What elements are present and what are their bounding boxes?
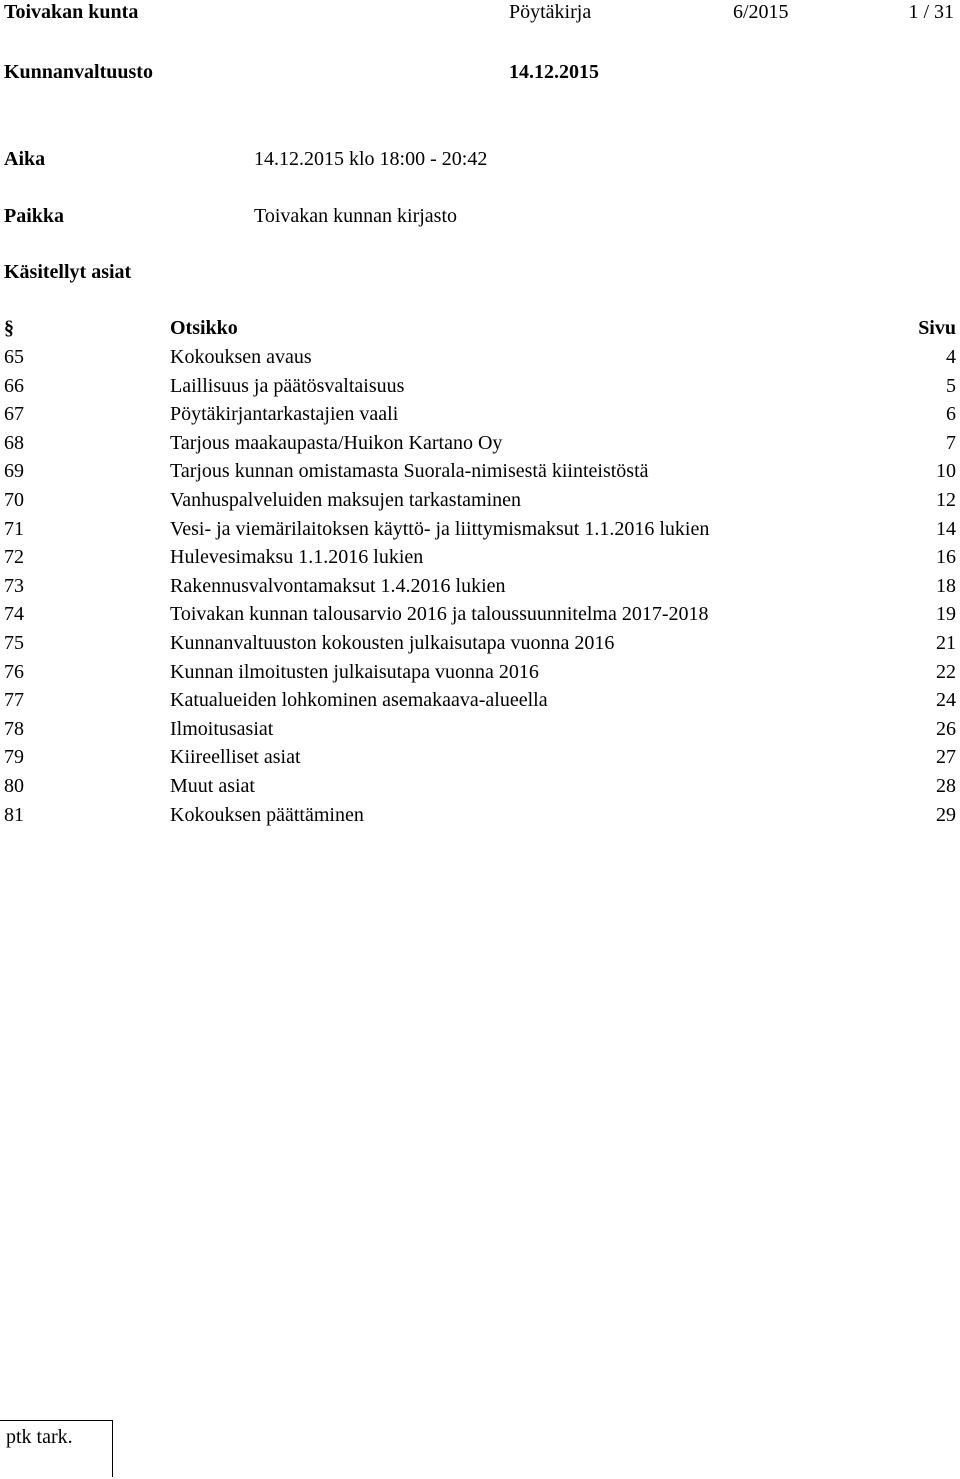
item-page: 27 (936, 746, 956, 769)
item-title: Pöytäkirjantarkastajien vaali (170, 403, 399, 426)
item-page: 6 (946, 403, 956, 426)
section-sign-icon: § (4, 317, 14, 339)
item-title: Kiireelliset asiat (170, 746, 301, 769)
item-page: 21 (936, 631, 956, 654)
item-number: 70 (4, 488, 24, 511)
item-page: 4 (946, 346, 956, 368)
item-title: Hulevesimaksu 1.1.2016 lukien (170, 546, 424, 569)
column-header-page: Sivu (918, 317, 956, 339)
table-row (0, 488, 960, 517)
item-page: 29 (936, 803, 956, 826)
item-title: Kunnanvaltuuston kokousten julkaisutapa vuonna 2016 (170, 631, 615, 654)
time-label: Aika (4, 148, 46, 170)
item-page: 10 (936, 460, 956, 483)
item-page: 16 (936, 546, 956, 569)
item-title: Kokouksen avaus (170, 346, 312, 368)
municipality-name: Toivakan kunta (4, 1, 139, 23)
place-label: Paikka (4, 205, 65, 227)
item-number: 67 (4, 403, 24, 426)
item-page: 7 (946, 431, 956, 454)
item-title: Kokouksen päättäminen (170, 803, 364, 826)
item-page: 5 (946, 374, 956, 397)
table-row (0, 402, 960, 431)
item-title: Vesi- ja viemärilaitoksen käyttö- ja liittymismaksut 1.1.2016 lukien (170, 517, 710, 540)
item-number: 81 (4, 803, 24, 826)
table-row (0, 717, 960, 746)
agenda-list (0, 345, 960, 831)
document-type: Pöytäkirja (509, 1, 592, 23)
item-page: 14 (936, 517, 956, 540)
item-page: 18 (936, 574, 956, 597)
meeting-date: 14.12.2015 (509, 61, 599, 83)
table-row (0, 688, 960, 717)
table-row (0, 745, 960, 774)
table-row (0, 517, 960, 546)
table-row (0, 774, 960, 803)
table-row (0, 459, 960, 488)
table-row (0, 631, 960, 660)
item-page: 19 (936, 603, 956, 626)
item-title: Vanhuspalveluiden maksujen tarkastaminen (170, 488, 522, 511)
item-title: Muut asiat (170, 774, 255, 797)
column-header-title: Otsikko (170, 317, 238, 339)
page-number: 1 / 31 (908, 1, 954, 23)
item-number: 78 (4, 717, 24, 740)
item-number: 71 (4, 517, 24, 540)
item-title: Tarjous kunnan omistamasta Suorala-nimisestä kiinteistöstä (170, 460, 649, 483)
item-number: 72 (4, 546, 24, 569)
table-row (0, 345, 960, 374)
item-title: Laillisuus ja päätösvaltaisuus (170, 374, 405, 397)
item-number: 73 (4, 574, 24, 597)
item-page: 22 (936, 660, 956, 683)
item-number: 77 (4, 689, 24, 712)
item-number: 75 (4, 631, 24, 654)
table-row (0, 374, 960, 403)
item-number: 69 (4, 460, 24, 483)
table-row (0, 602, 960, 631)
item-title: Katualueiden lohkominen asemakaava-alueella (170, 689, 548, 712)
ptk-label: ptk tark. (6, 1426, 73, 1448)
document-number: 6/2015 (733, 1, 789, 23)
item-number: 68 (4, 431, 24, 454)
item-title: Kunnan ilmoitusten julkaisutapa vuonna 2016 (170, 660, 539, 683)
item-title: Rakennusvalvontamaksut 1.4.2016 lukien (170, 574, 506, 597)
item-page: 26 (936, 717, 956, 740)
handled-items-label: Käsitellyt asiat (4, 261, 132, 283)
item-number: 80 (4, 774, 24, 797)
organ-name: Kunnanvaltuusto (4, 61, 153, 83)
item-number: 74 (4, 603, 24, 626)
item-number: 66 (4, 374, 24, 397)
item-page: 28 (936, 774, 956, 797)
table-row (0, 660, 960, 689)
item-number: 76 (4, 660, 24, 683)
item-title: Tarjous maakaupasta/Huikon Kartano Oy (170, 431, 503, 454)
place-value: Toivakan kunnan kirjasto (254, 205, 457, 227)
item-number: 65 (4, 346, 24, 368)
item-number: 79 (4, 746, 24, 769)
time-value: 14.12.2015 klo 18:00 - 20:42 (254, 148, 488, 170)
item-page: 12 (936, 488, 956, 511)
table-row (0, 803, 960, 832)
table-row (0, 431, 960, 460)
table-row (0, 574, 960, 603)
item-title: Ilmoitusasiat (170, 717, 274, 740)
item-page: 24 (936, 689, 956, 712)
item-title: Toivakan kunnan talousarvio 2016 ja taloussuunnitelma 2017-2018 (170, 603, 709, 626)
table-row (0, 545, 960, 574)
